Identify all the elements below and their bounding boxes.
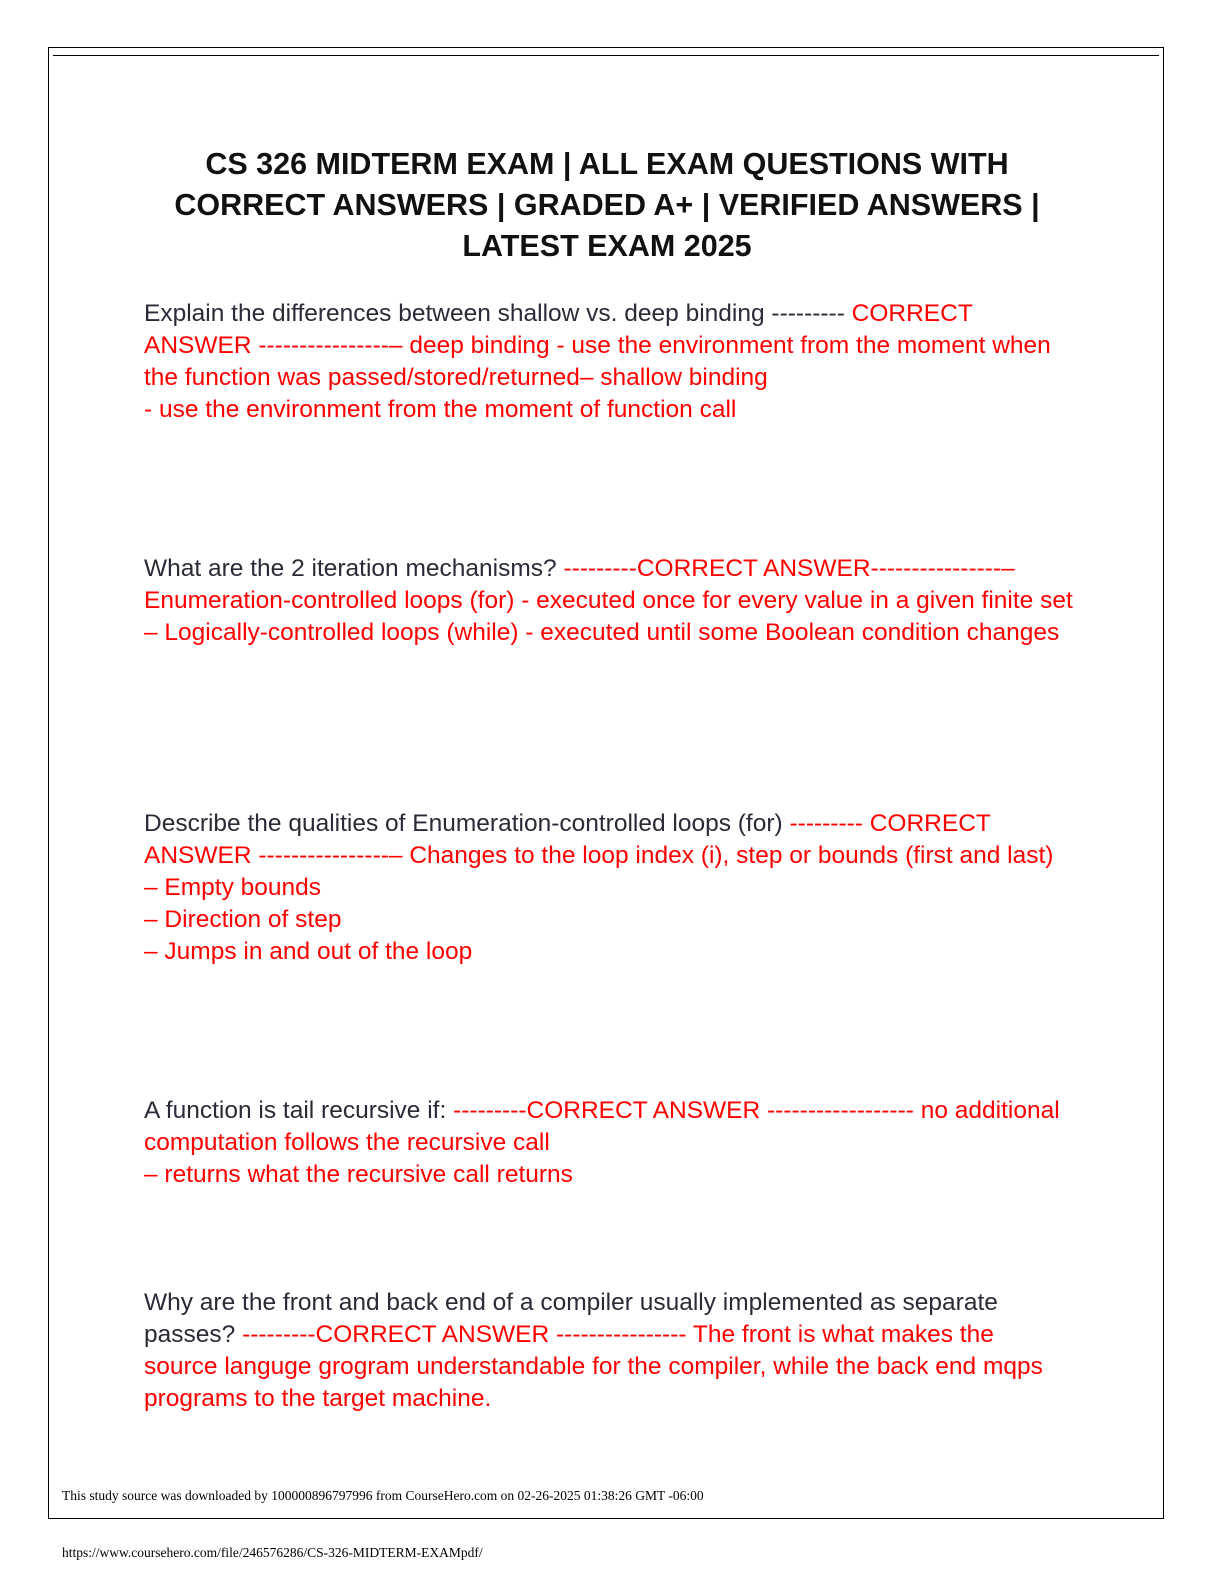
question-text: What are the 2 iteration mechanisms? [144, 555, 557, 582]
answer-text: – Empty bounds [144, 874, 322, 901]
answer-text: – Jumps in and out of the loop [144, 938, 473, 965]
top-rule [53, 55, 1159, 56]
answer-text: ---------CORRECT ANSWER ------------------ no additional computation follows the recursive call [144, 1097, 1060, 1156]
answer-text: CORRECT ANSWER ----------------– deep binding - use the environment from the moment when the function was passed/stored/returned– shallow binding [144, 300, 1051, 391]
source-url[interactable]: https://www.coursehero.com/file/246576286/CS-326-MIDTERM-EXAMpdf/ [62, 1545, 483, 1560]
qa-item [144, 1287, 1074, 1415]
answer-text: – Logically-controlled loops (while) - executed until some Boolean condition changes [144, 619, 1060, 646]
page-frame [48, 47, 1164, 1519]
answer-text: ---------CORRECT ANSWER----------------– Enumeration-controlled loops (for) - executed once for every value in a given finite set [144, 555, 1073, 614]
question-text: Why are the front and back end of a compiler usually implemented as separate passes? [144, 1289, 998, 1348]
answer-text: --------- CORRECT ANSWER ----------------– Changes to the loop index (i), step or bounds (first and last) [144, 810, 1054, 869]
answer-text: ---------CORRECT ANSWER ---------------- The front is what makes the source languge grogram understandable for the compiler, while the back end mqps programs to the target machine. [144, 1321, 1043, 1412]
qa-item [144, 1095, 1074, 1191]
answer-text: - use the environment from the moment of function call [144, 396, 737, 423]
question-text: Describe the qualities of Enumeration-controlled loops (for) [144, 810, 783, 837]
question-text: Explain the differences between shallow vs. deep binding --------- [144, 300, 845, 327]
question-text: A function is tail recursive if: [144, 1097, 447, 1124]
answer-text: – Direction of step [144, 906, 342, 933]
document-title: CS 326 MIDTERM EXAM | ALL EXAM QUESTIONS WITH CORRECT ANSWERS | GRADED A+ | VERIFIED ANSWERS | LATEST EXAM 2025 [174, 147, 1040, 263]
download-notice: This study source was downloaded by 100000896797996 from CourseHero.com on 02-26-2025 01:38:26 GMT -06:00 [62, 1488, 704, 1503]
qa-item [144, 553, 1074, 649]
qa-item [144, 298, 1074, 426]
answer-text: – returns what the recursive call returns [144, 1161, 573, 1188]
qa-item [144, 808, 1074, 968]
